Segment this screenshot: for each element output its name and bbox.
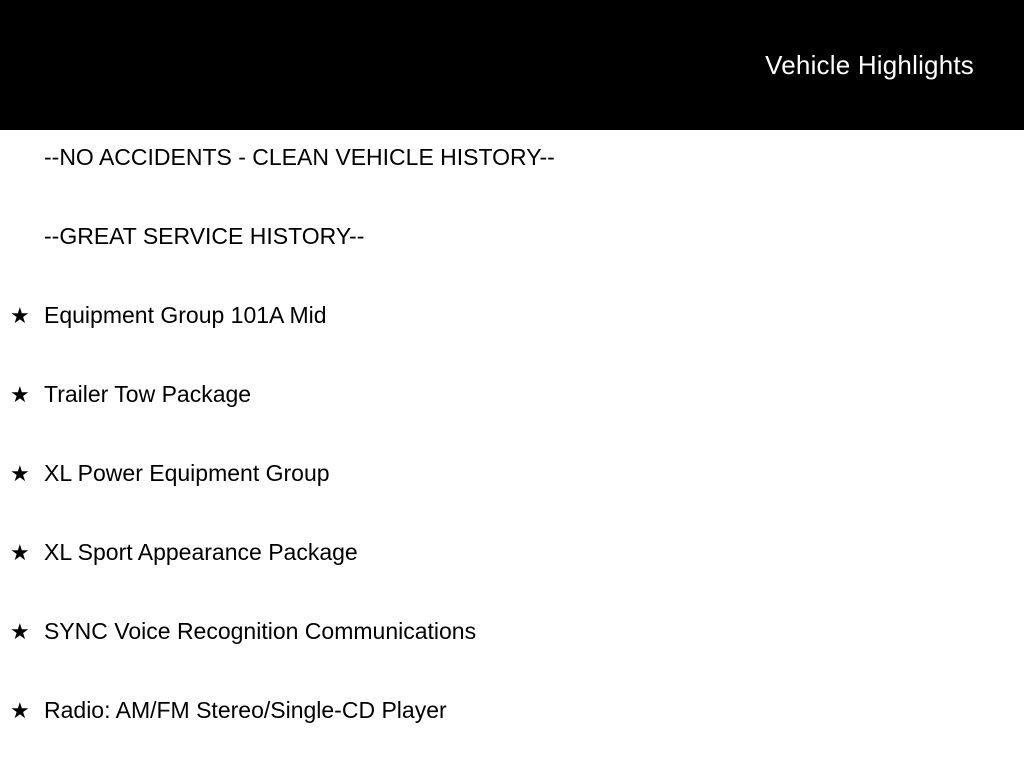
list-item-label: XL Sport Appearance Package (44, 539, 358, 565)
vehicle-highlights-list (0, 130, 1024, 768)
star-icon: ★ (10, 698, 30, 723)
list-item (0, 225, 1024, 304)
page-title: Vehicle Highlights (765, 49, 974, 80)
star-icon: ★ (10, 540, 30, 565)
list-item (0, 304, 1024, 383)
list-item-label: Trailer Tow Package (44, 381, 252, 407)
list-item-label: --NO ACCIDENTS - CLEAN VEHICLE HISTORY-- (44, 144, 555, 170)
star-icon: ★ (10, 303, 30, 328)
list-item (0, 620, 1024, 699)
list-item (0, 541, 1024, 620)
list-item-label: --GREAT SERVICE HISTORY-- (44, 223, 365, 249)
list-item (0, 146, 1024, 225)
star-icon: ★ (10, 461, 30, 486)
list-item (0, 699, 1024, 768)
star-icon: ★ (10, 382, 30, 407)
list-item-label: SYNC Voice Recognition Communications (44, 618, 477, 644)
list-item-label: XL Power Equipment Group (44, 460, 330, 486)
header-bar (0, 0, 1024, 130)
star-icon: ★ (10, 619, 30, 644)
list-item (0, 462, 1024, 541)
list-item-label: Equipment Group 101A Mid (44, 302, 327, 328)
list-item (0, 383, 1024, 462)
list-item-label: Radio: AM/FM Stereo/Single-CD Player (44, 697, 447, 723)
